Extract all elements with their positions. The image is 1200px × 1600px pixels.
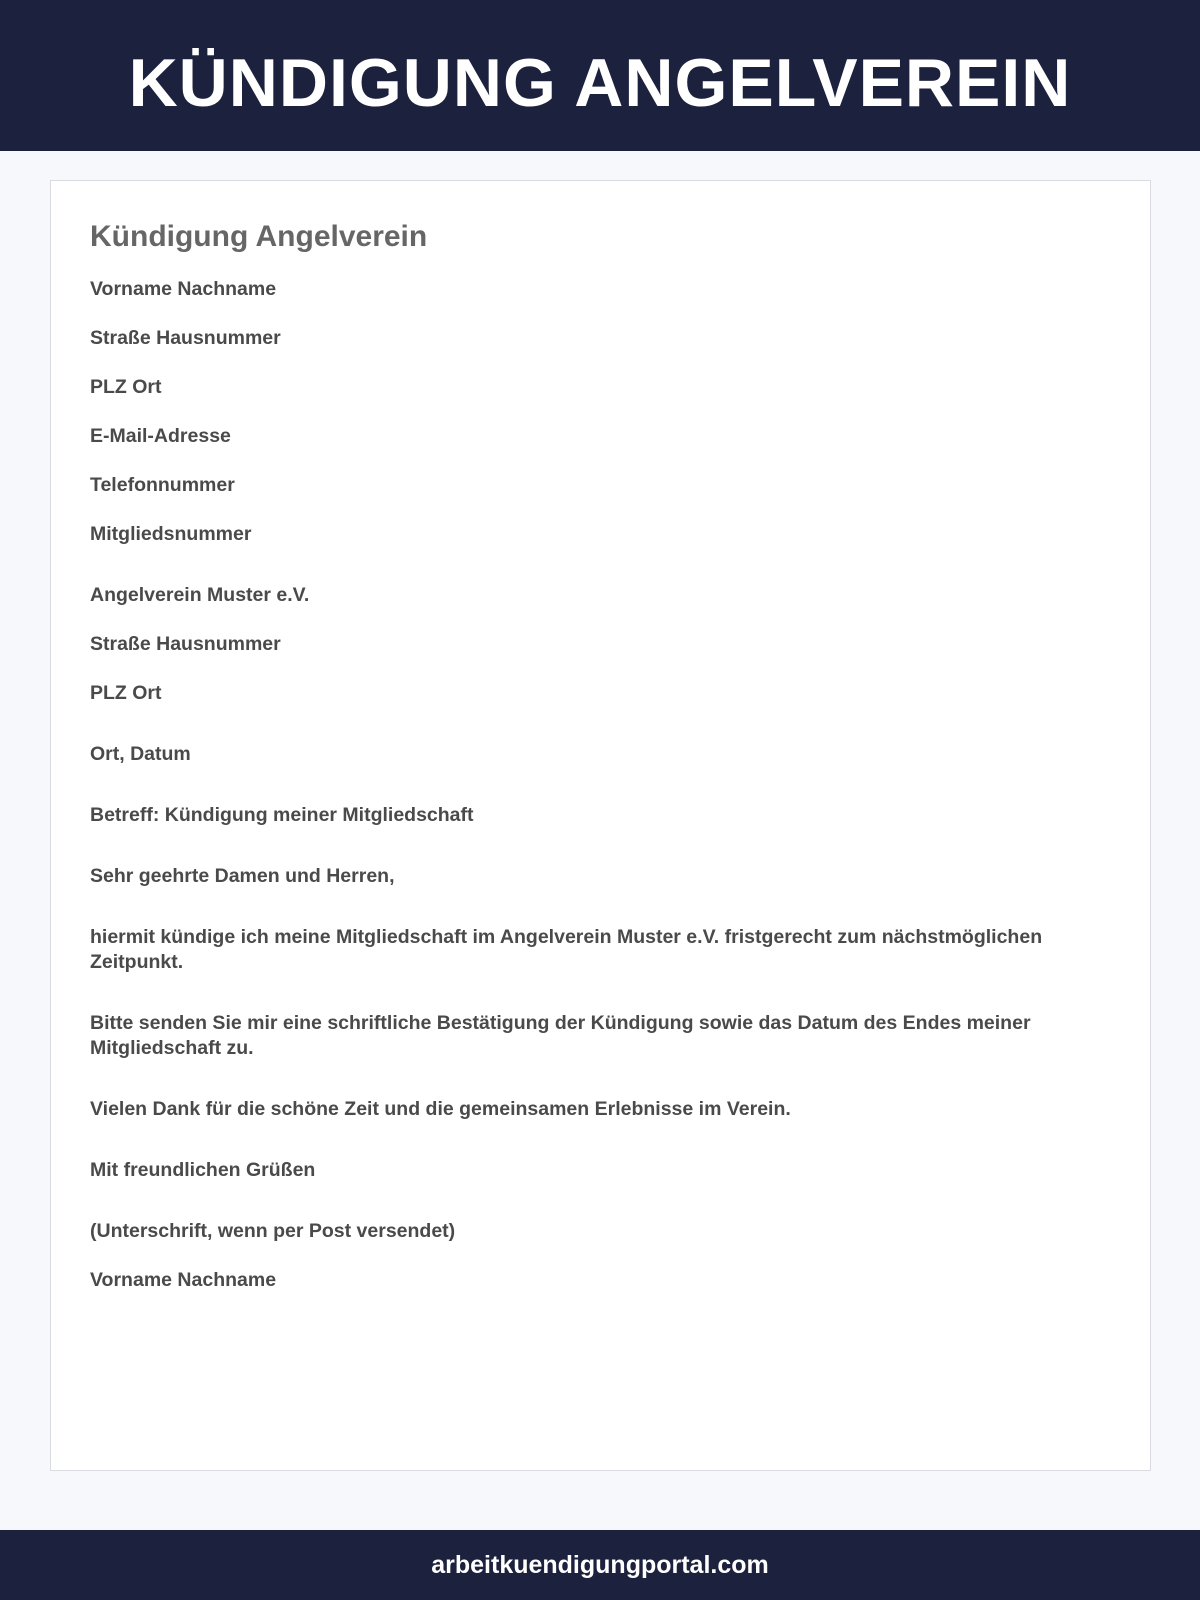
salutation: Sehr geehrte Damen und Herren, — [90, 865, 395, 887]
signature-note: (Unterschrift, wenn per Post versendet) — [90, 1220, 456, 1242]
sender-email: E-Mail-Adresse — [90, 425, 231, 447]
page-header — [0, 0, 1200, 151]
subject-line: Betreff: Kündigung meiner Mitgliedschaft — [90, 804, 474, 826]
sender-name: Vorname Nachname — [90, 278, 277, 300]
footer-site-link[interactable]: arbeitkuendigungportal.com — [431, 1550, 769, 1579]
sender-phone: Telefonnummer — [90, 474, 235, 496]
recipient-street: Straße Hausnummer — [90, 633, 281, 655]
letter-title: Kündigung Angelverein — [90, 220, 428, 253]
sender-city: PLZ Ort — [90, 376, 162, 398]
recipient-city: PLZ Ort — [90, 682, 162, 704]
body-paragraph-3: Vielen Dank für die schöne Zeit und die gemeinsamen Erlebnisse im Verein. — [90, 1098, 791, 1120]
sender-street: Straße Hausnummer — [90, 327, 281, 349]
body-paragraph-2: Bitte senden Sie mir eine schriftliche Bestätigung der Kündigung sowie das Datum des Endes meiner Mitgliedschaft zu. — [90, 1012, 1031, 1059]
sender-member-number: Mitgliedsnummer — [90, 523, 252, 545]
page-footer — [0, 1530, 1200, 1600]
signature-name: Vorname Nachname — [90, 1269, 277, 1291]
recipient-name: Angelverein Muster e.V. — [90, 584, 310, 606]
letter-card — [50, 180, 1151, 1471]
page-title: KÜNDIGUNG ANGELVEREIN — [128, 44, 1072, 121]
body-paragraph-1: hiermit kündige ich meine Mitgliedschaft im Angelverein Muster e.V. fristgerecht zum nächstmöglichen Zeitpunkt. — [90, 926, 1043, 973]
closing: Mit freundlichen Grüßen — [90, 1159, 316, 1181]
place-date: Ort, Datum — [90, 743, 191, 765]
